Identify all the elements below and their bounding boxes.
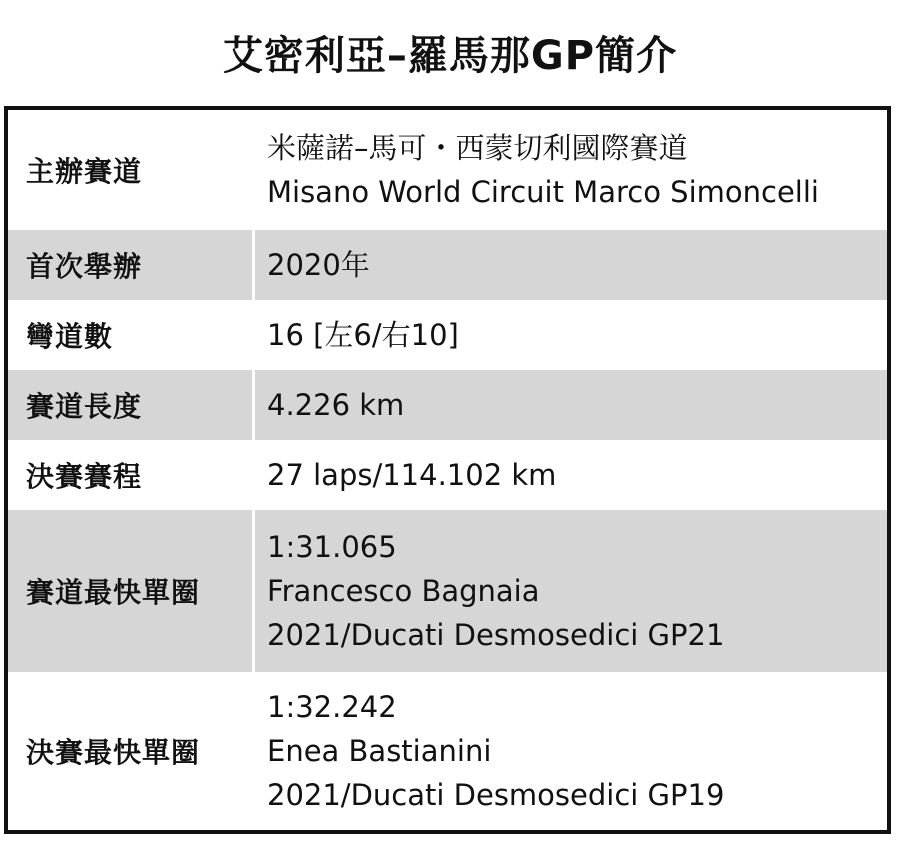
- row-value: [255, 510, 887, 672]
- value-line: 米薩諾–馬可・西蒙切利國際賽道: [267, 131, 688, 165]
- row-value: [255, 370, 887, 440]
- info-table: [4, 106, 891, 834]
- table-row-circuit-lap-record: [8, 510, 887, 672]
- table-row-first-held: [8, 230, 887, 300]
- value-line: 2021/Ducati Desmosedici GP19: [267, 778, 725, 812]
- table-row-race-lap-record: [8, 672, 887, 830]
- row-value: [255, 440, 887, 510]
- value-line: Francesco Bagnaia: [267, 574, 540, 608]
- value-line: 27 laps/114.102 km: [267, 458, 557, 492]
- value-line: 1:31.065: [267, 530, 397, 564]
- row-label: 首次舉辦: [8, 230, 255, 300]
- row-label: 主辦賽道: [8, 110, 255, 230]
- table-row-corners: [8, 300, 887, 370]
- table-row-circuit: [8, 110, 887, 230]
- value-line: 2021/Ducati Desmosedici GP21: [267, 618, 725, 652]
- value-line: 16 [左6/右10]: [267, 318, 459, 352]
- row-label: 彎道數: [8, 300, 255, 370]
- row-value: [255, 300, 887, 370]
- row-value: [255, 110, 887, 230]
- row-label: 決賽最快單圈: [8, 672, 255, 830]
- row-label: 賽道長度: [8, 370, 255, 440]
- page-title: 艾密利亞–羅馬那GP簡介: [222, 33, 678, 79]
- row-label: 賽道最快單圈: [8, 510, 255, 672]
- row-label: 決賽賽程: [8, 440, 255, 510]
- table-row-race-distance: [8, 440, 887, 510]
- value-line: 1:32.242: [267, 690, 397, 724]
- row-value: [255, 230, 887, 300]
- value-line: Misano World Circuit Marco Simoncelli: [267, 175, 819, 209]
- value-line: 4.226 km: [267, 388, 405, 422]
- row-value: [255, 672, 887, 830]
- value-line: Enea Bastianini: [267, 734, 492, 768]
- value-line: 2020年: [267, 248, 370, 282]
- table-row-track-length: [8, 370, 887, 440]
